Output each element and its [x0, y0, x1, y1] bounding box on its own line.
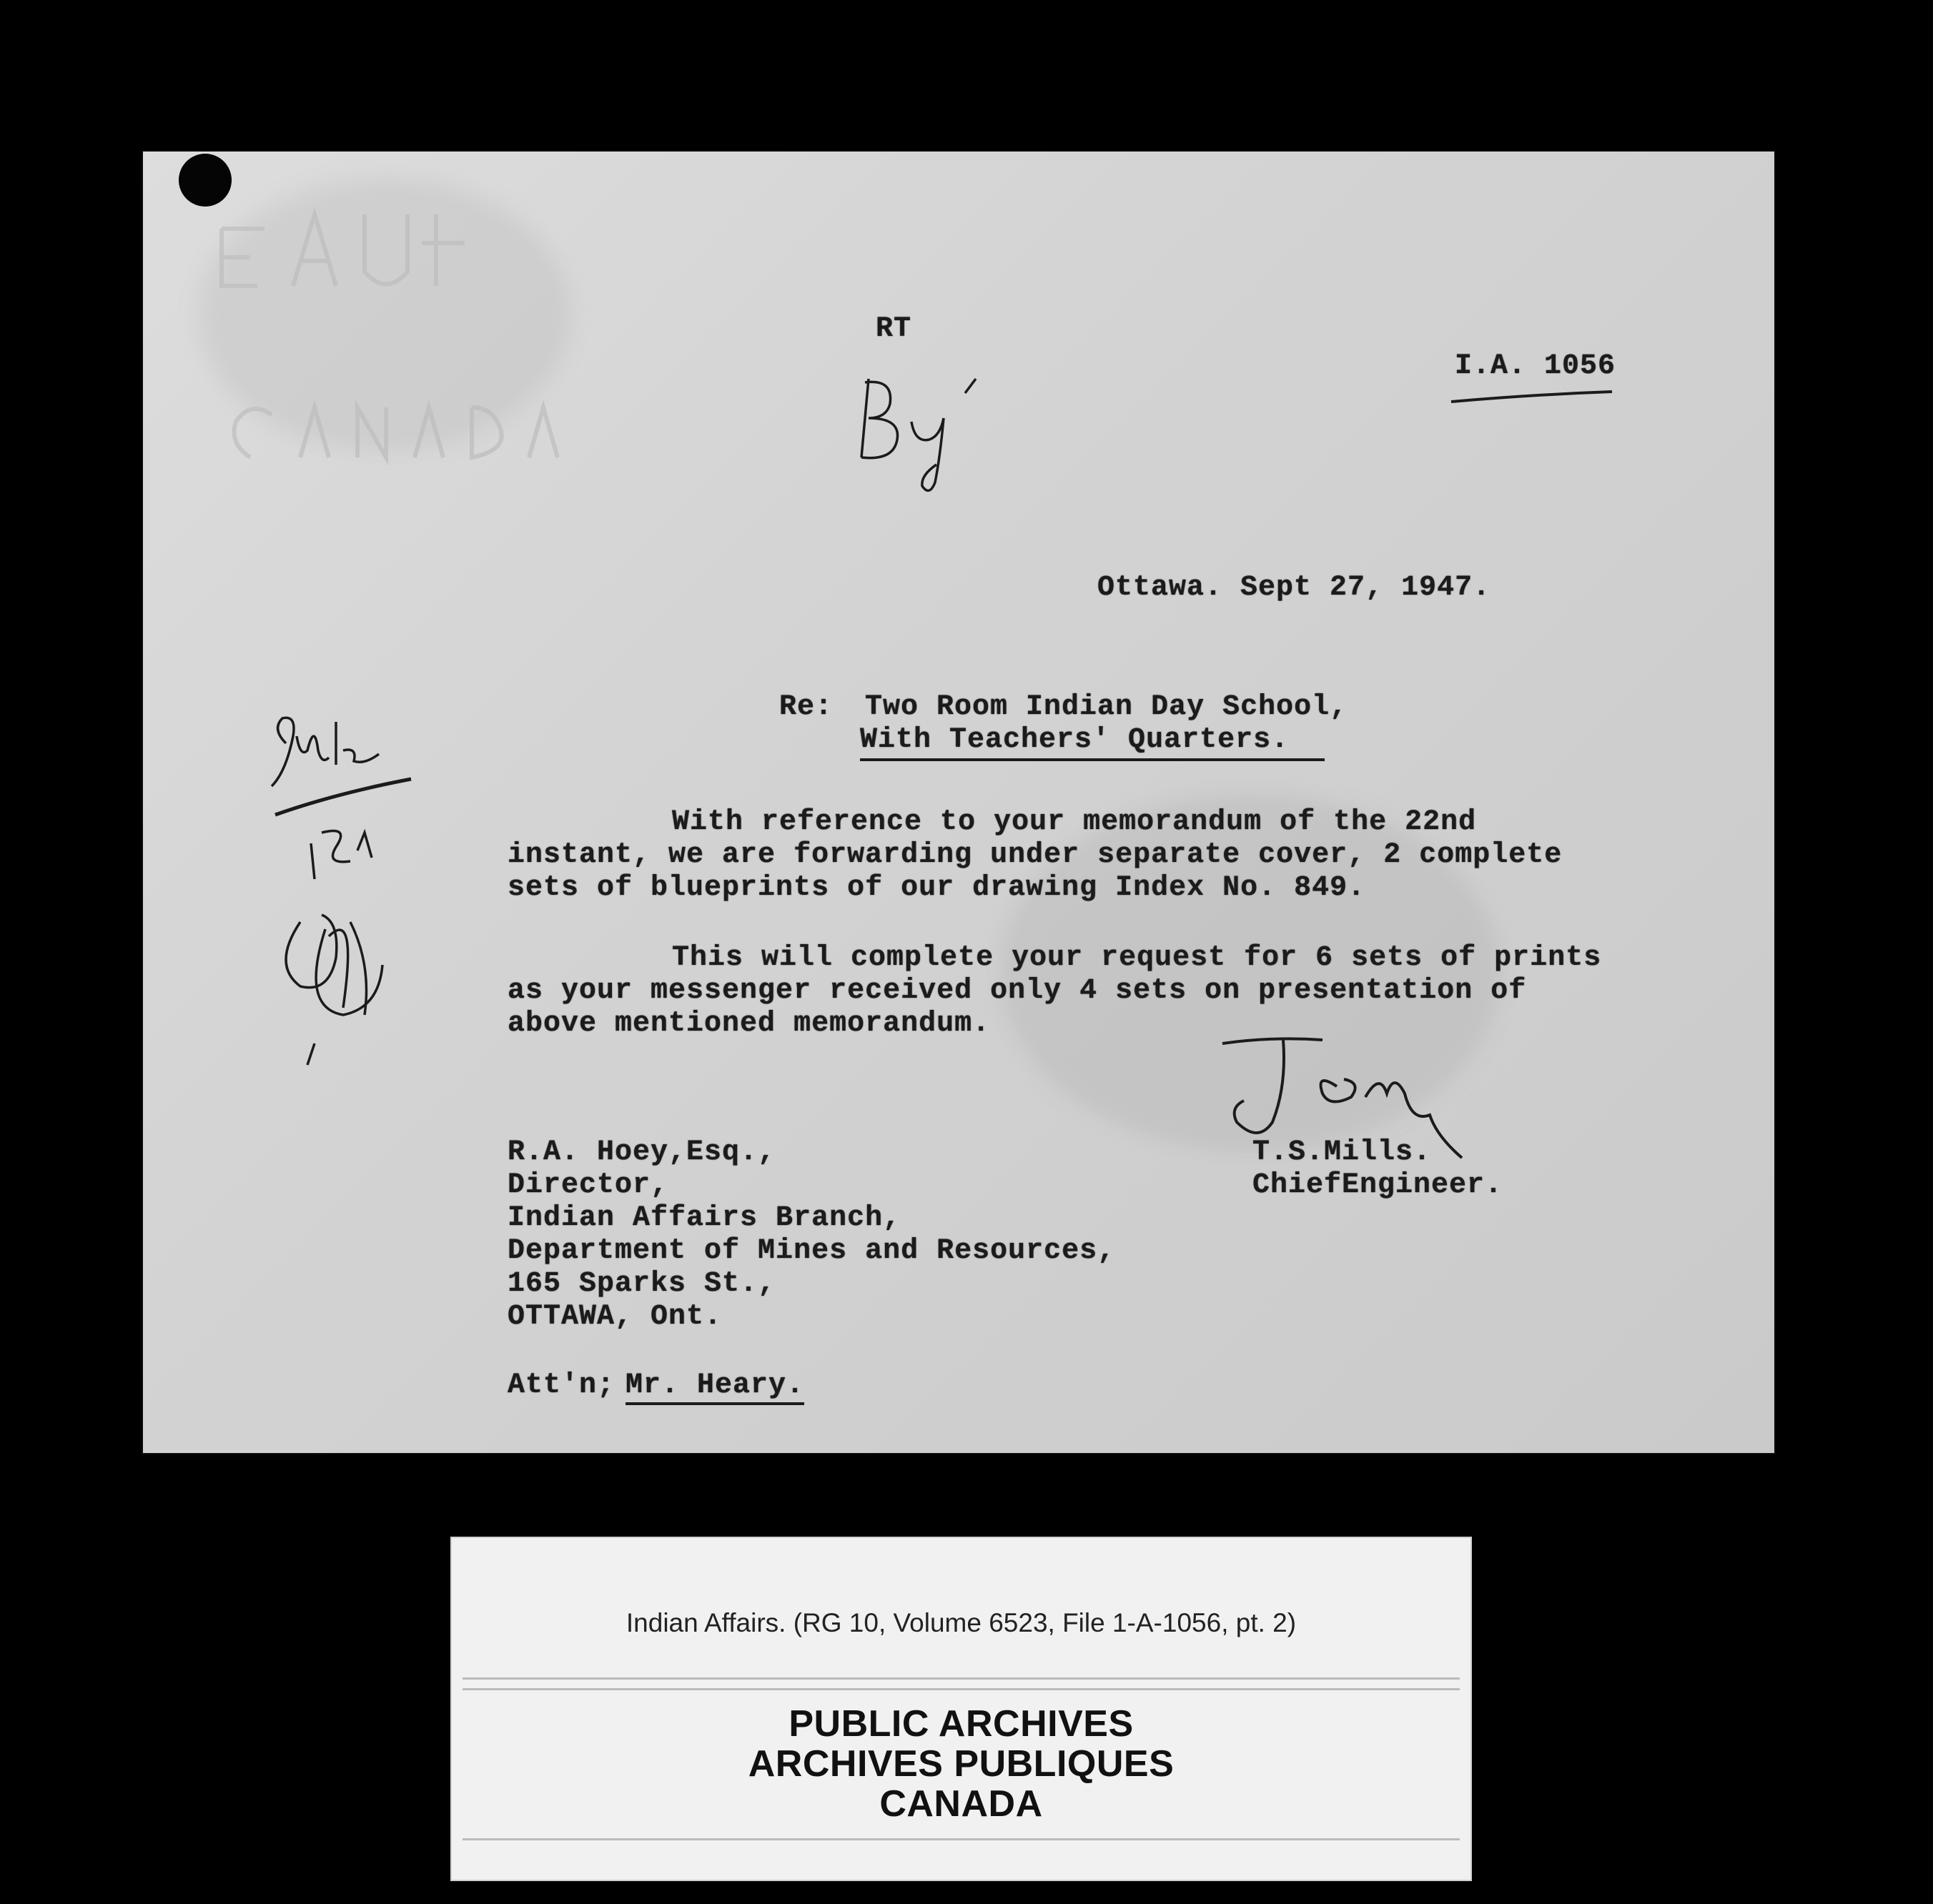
paragraph-2-line-3: above mentioned memorandum.: [508, 1008, 991, 1040]
addressee-line-6: OTTAWA, Ont.: [508, 1301, 723, 1333]
faded-watermark-stamp: [199, 179, 570, 450]
archive-title-line-3: CANADA: [879, 1783, 1043, 1825]
paragraph-2-line-1: This will complete your request for 6 sets of prints: [672, 942, 1602, 974]
re-label: Re:: [779, 691, 834, 723]
addressee-line-2: Director,: [508, 1169, 669, 1201]
archive-title-line-2: ARCHIVES PUBLIQUES: [748, 1743, 1175, 1785]
paragraph-1-line-2: instant, we are forwarding under separate cover, 2 complete: [508, 839, 1563, 871]
signatory-name: T.S.Mills.: [1252, 1136, 1432, 1169]
date-line: Ottawa. Sept 27, 1947.: [1097, 572, 1491, 604]
addressee-line-3: Indian Affairs Branch,: [508, 1202, 901, 1234]
addressee-line-5: 165 Sparks St.,: [508, 1268, 776, 1300]
signatory-title: ChiefEngineer.: [1252, 1169, 1503, 1201]
paragraph-1-line-3: sets of blueprints of our drawing Index No. 849.: [508, 872, 1366, 904]
addressee-line-4: Department of Mines and Resources,: [508, 1235, 1116, 1267]
archive-title-line-1: PUBLIC ARCHIVES: [788, 1703, 1134, 1745]
file-reference: I.A. 1056: [1455, 350, 1616, 382]
label-divider-bottom: [463, 1838, 1460, 1840]
subject-line-1: Two Room Indian Day School,: [865, 691, 1348, 723]
label-divider-top: [463, 1677, 1460, 1680]
paragraph-2-line-2: as your messenger received only 4 sets on presentation of: [508, 975, 1527, 1007]
paragraph-1-line-1: With reference to your memorandum of the 22nd: [672, 806, 1477, 838]
addressee-line-1: R.A. Hoey,Esq.,: [508, 1136, 776, 1169]
label-divider-top-2: [463, 1688, 1460, 1690]
attention-name: Mr. Heary.: [626, 1369, 804, 1405]
archive-label-card: [450, 1537, 1472, 1881]
attention-label: Att'n;: [508, 1369, 616, 1402]
archive-reference: Indian Affairs. (RG 10, Volume 6523, File 1-A-1056, pt. 2): [626, 1608, 1297, 1637]
top-initials: RT: [876, 313, 912, 345]
punch-hole: [179, 154, 232, 207]
subject-line-2: With Teachers' Quarters.: [860, 724, 1325, 761]
